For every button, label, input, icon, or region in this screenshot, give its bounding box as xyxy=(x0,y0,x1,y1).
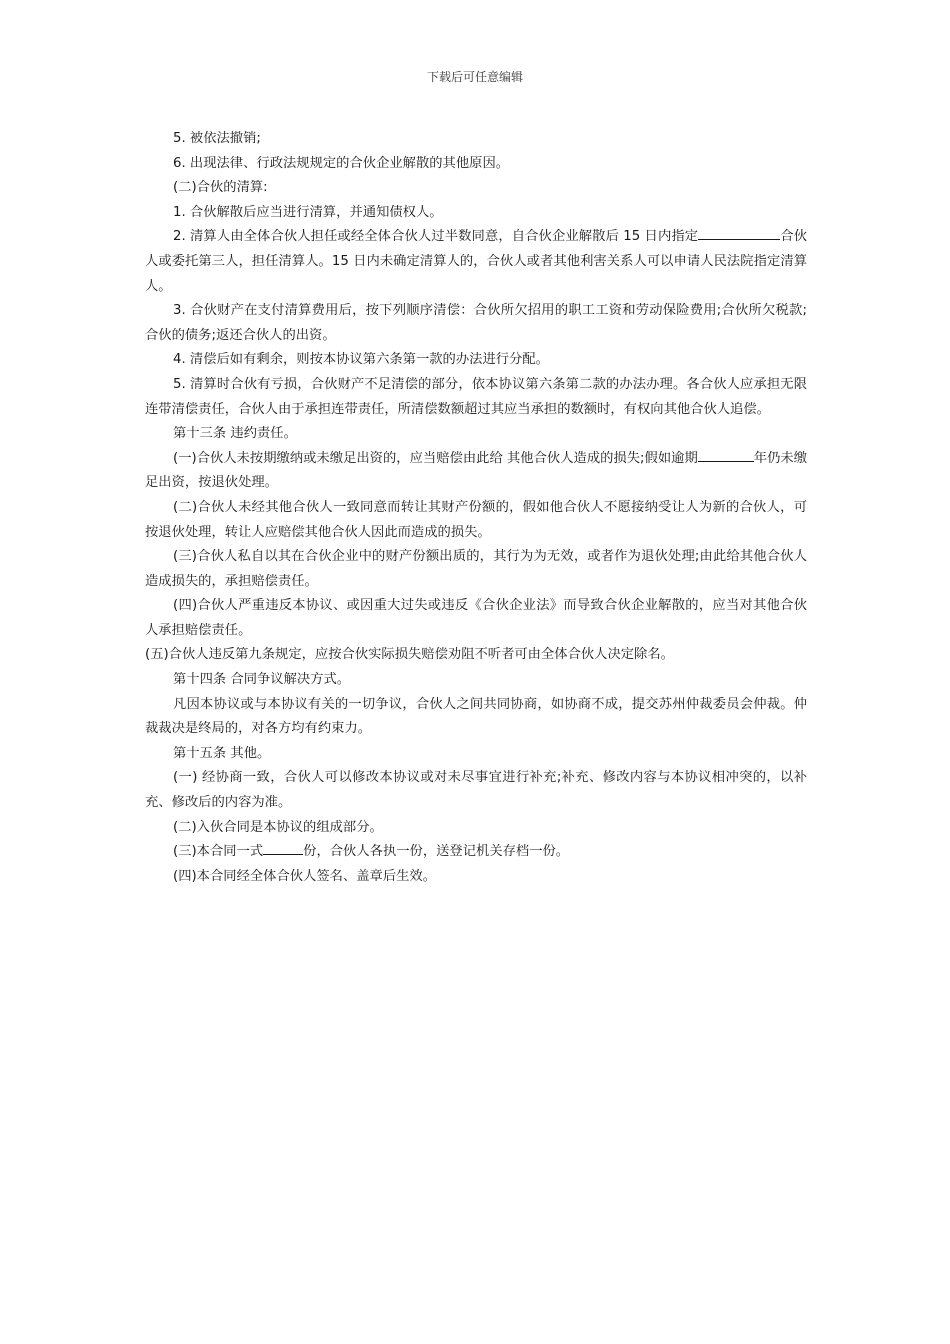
clause-item: (五)合伙人违反第九条规定，应按合伙实际损失赔偿劝阻不听者可由全体合伙人决定除名。 xyxy=(145,647,674,663)
page-header: 下载后可任意编辑 xyxy=(426,70,523,84)
blank-line xyxy=(698,225,766,240)
clause-text: 年仍未缴足出资，按退伙处理。 xyxy=(145,450,807,491)
clause-item: (二)合伙人未经其他合伙人一致同意而转让其财产份额的，假如他合伙人不愿接纳受让人为新的合伙人，可按退伙处理，转让人应赔偿其他合伙人因此而造成的损失。 xyxy=(145,499,807,540)
clause-item: 4. 清偿后如有剩余，则按本协议第六条第一款的办法进行分配。 xyxy=(173,352,549,368)
clause-text: 份，合伙人各执一份，送登记机关存档一份。 xyxy=(303,844,570,860)
clause-item: 6. 出现法律、行政法规规定的合伙企业解散的其他原因。 xyxy=(173,155,510,171)
clause-item: (四)本合同经全体合伙人签名、盖章后生效。 xyxy=(173,868,437,884)
clause-item xyxy=(145,840,807,865)
section-heading: (二)合伙的清算: xyxy=(173,180,268,196)
clause-text: 2. 清算人由全体合伙人担任或经全体合伙人过半数同意，自合伙企业解散后 15 日内指定 xyxy=(173,229,699,245)
clause-item xyxy=(145,225,807,299)
article-heading: 第十三条 违约责任。 xyxy=(173,426,297,442)
clause-item: (一) 经协商一致，合伙人可以修改本协议或对未尽事宜进行补充;补充、修改内容与本协议相冲突的，以补充、修改后的内容为准。 xyxy=(145,770,807,811)
clause-item: 3. 合伙财产在支付清算费用后，按下列顺序清偿：合伙所欠招用的职工工资和劳动保险费用;合伙所欠税款;合伙的债务;返还合伙人的出资。 xyxy=(145,303,807,343)
article-heading: 第十四条 合同争议解决方式。 xyxy=(173,672,351,688)
clause-item: (四)合伙人严重违反本协议、或因重大过失或违反《合伙企业法》而导致合伙企业解散的，应当对其他合伙人承担赔偿责任。 xyxy=(145,598,807,638)
clause-item: 凡因本协议或与本协议有关的一切争议，合伙人之间共同协商，如协商不成，提交苏州仲裁委员会仲裁。仲裁裁决是终局的，对各方均有约束力。 xyxy=(145,696,807,737)
clause-item: 5. 清算时合伙有亏损，合伙财产不足清偿的部分，依本协议第六条第二款的办法办理。各合伙人应承担无限连带清偿责任，合伙人由于承担连带责任，所清偿数额超过其应当承担的数额时，有权向其他合伙人追偿。 xyxy=(145,376,807,417)
clause-item: (三)合伙人私自以其在合伙企业中的财产份额出质的，其行为为无效，或者作为退伙处理;由此给其他合伙人造成损失的，承担赔偿责任。 xyxy=(145,549,807,589)
blank-line xyxy=(766,225,780,240)
article-heading: 第十五条 其他。 xyxy=(173,745,271,761)
clause-text: 合伙人或委托第三人，担任清算人。15 日内未确定清算人的，合伙人或者其他利害关系人可以申请人民法院指定清算人。 xyxy=(145,229,807,294)
blank-line xyxy=(263,840,303,855)
document-body xyxy=(145,127,807,889)
clause-item: 1. 合伙解散后应当进行清算，并通知债权人。 xyxy=(173,204,443,220)
clause-item: 5. 被依法撤销; xyxy=(173,131,261,146)
clause-text: (三)本合同一式 xyxy=(173,844,264,860)
clause-item: (二)入伙合同是本协议的组成部分。 xyxy=(173,819,383,835)
blank-line xyxy=(698,447,754,462)
clause-text: (一)合伙人未按期缴纳或未缴足出资的，应当赔偿由此给 其他合伙人造成的损失;假如逾期 xyxy=(173,450,698,466)
clause-item xyxy=(145,447,807,496)
